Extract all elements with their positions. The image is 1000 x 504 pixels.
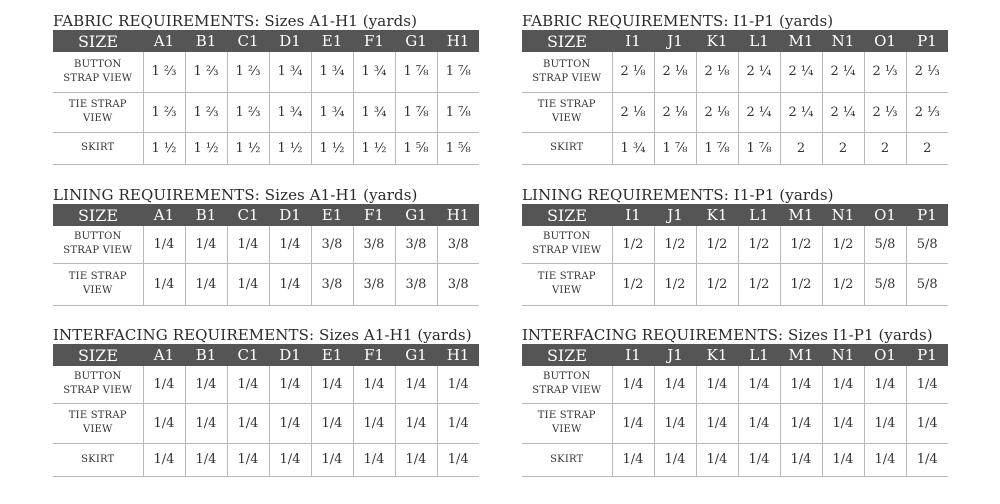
size-column-header: J1 [654, 30, 696, 52]
yardage-cell: 1/4 [395, 366, 437, 403]
size-column-header: A1 [143, 30, 185, 52]
size-column-header: C1 [227, 344, 269, 366]
yardage-cell: 1/4 [696, 443, 738, 476]
row-label [53, 263, 143, 305]
table-row [53, 263, 479, 305]
yardage-cell: 2 ¼ [780, 52, 822, 92]
yardage-cell: 1/4 [395, 443, 437, 476]
row-label [522, 403, 612, 443]
row-label-line: STRAP VIEW [532, 245, 602, 257]
table-row [53, 92, 479, 132]
size-column-header: F1 [353, 204, 395, 226]
table-title: LINING REQUIREMENTS: Sizes A1-H1 (yards) [53, 186, 418, 204]
table-title: FABRIC REQUIREMENTS: Sizes A1-H1 (yards) [53, 12, 418, 30]
size-header: SIZE [53, 204, 143, 226]
fabric-table-i1-p1 [522, 12, 948, 165]
yardage-cell: 1/4 [864, 443, 906, 476]
yardage-cell: 1 ½ [227, 132, 269, 164]
yardage-cell: 1 ½ [185, 132, 227, 164]
yardage-cell: 1/2 [822, 263, 864, 305]
row-label [53, 132, 143, 164]
row-label [522, 226, 612, 263]
yardage-cell: 1 ⅞ [738, 132, 780, 164]
size-column-header: N1 [822, 344, 864, 366]
yardage-cell: 1/4 [143, 226, 185, 263]
row-label-line: BUTTON [74, 231, 122, 243]
table-title: INTERFACING REQUIREMENTS: Sizes I1-P1 (yards) [522, 326, 933, 344]
size-column-header: A1 [143, 344, 185, 366]
yardage-cell: 1/4 [437, 366, 479, 403]
size-column-header: H1 [437, 344, 479, 366]
yardage-cell: 1/4 [269, 263, 311, 305]
yardage-cell: 1 ⅞ [395, 92, 437, 132]
yardage-cell: 1/4 [311, 403, 353, 443]
yardage-cell: 1/4 [822, 403, 864, 443]
yardage-cell: 1 ¾ [269, 92, 311, 132]
yardage-cell: 2 ¼ [738, 52, 780, 92]
requirements-table [522, 30, 948, 165]
size-column-header: K1 [696, 204, 738, 226]
row-label-line: VIEW [82, 424, 113, 435]
size-column-header: A1 [143, 204, 185, 226]
yardage-cell: 1 ⅞ [696, 132, 738, 164]
size-header: SIZE [522, 30, 612, 52]
yardage-cell: 1/4 [185, 366, 227, 403]
row-label [522, 132, 612, 164]
row-label-line: BUTTON [74, 58, 122, 70]
size-column-header: P1 [906, 204, 948, 226]
yardage-cell: 1/4 [143, 263, 185, 305]
yardage-cell: 2 ⅛ [612, 92, 654, 132]
yardage-cell: 1/4 [353, 403, 395, 443]
size-column-header: I1 [612, 344, 654, 366]
table-title: FABRIC REQUIREMENTS: I1-P1 (yards) [522, 12, 834, 30]
header-row [53, 344, 479, 366]
yardage-cell: 2 ¼ [822, 92, 864, 132]
yardage-cell: 1 ¾ [311, 92, 353, 132]
row-label-line: SKIRT [81, 142, 115, 153]
size-column-header: M1 [780, 344, 822, 366]
yardage-cell: 3/8 [437, 226, 479, 263]
yardage-cell: 1/2 [738, 263, 780, 305]
table-row [522, 443, 948, 476]
row-label [522, 52, 612, 92]
yardage-cell: 1/4 [185, 403, 227, 443]
yardage-cell: 1/4 [353, 366, 395, 403]
row-label [53, 403, 143, 443]
size-column-header: D1 [269, 30, 311, 52]
row-label [53, 92, 143, 132]
yardage-cell: 1 ⅔ [227, 92, 269, 132]
requirements-table [53, 344, 479, 477]
size-column-header: N1 [822, 204, 864, 226]
row-label-line: VIEW [82, 285, 113, 296]
yardage-cell: 1/4 [143, 366, 185, 403]
yardage-cell: 1/4 [227, 226, 269, 263]
header-row [53, 204, 479, 226]
yardage-cell: 1/4 [185, 263, 227, 305]
yardage-cell: 1/4 [864, 403, 906, 443]
yardage-cell: 1/4 [269, 366, 311, 403]
yardage-cell: 3/8 [311, 226, 353, 263]
row-label-line: BUTTON [74, 371, 122, 383]
row-label-line: SKIRT [550, 142, 584, 153]
yardage-cell: 1/4 [185, 226, 227, 263]
yardage-cell: 2 ¼ [780, 92, 822, 132]
row-label-line: TIE STRAP [68, 99, 127, 110]
row-label [53, 366, 143, 403]
table-row [522, 366, 948, 403]
yardage-cell: 1 ⅔ [185, 52, 227, 92]
size-column-header: G1 [395, 204, 437, 226]
yardage-cell: 1 ½ [269, 132, 311, 164]
yardage-cell: 1/4 [269, 403, 311, 443]
size-column-header: J1 [654, 204, 696, 226]
yardage-cell: 1/4 [395, 403, 437, 443]
requirements-table [522, 344, 948, 477]
yardage-cell: 1 ⅔ [185, 92, 227, 132]
size-column-header: P1 [906, 344, 948, 366]
size-column-header: C1 [227, 30, 269, 52]
yardage-cell: 1 ½ [353, 132, 395, 164]
size-column-header: O1 [864, 344, 906, 366]
requirements-table [522, 204, 948, 306]
yardage-cell: 1/4 [738, 366, 780, 403]
size-column-header: H1 [437, 30, 479, 52]
yardage-cell: 2 ⅛ [696, 52, 738, 92]
yardage-cell: 1/4 [780, 403, 822, 443]
size-column-header: O1 [864, 30, 906, 52]
lining-table-a1-h1 [53, 186, 479, 306]
row-label-line: TIE STRAP [68, 271, 127, 282]
size-header: SIZE [53, 344, 143, 366]
row-label [522, 366, 612, 403]
yardage-cell: 1/2 [780, 263, 822, 305]
yardage-cell: 5/8 [906, 263, 948, 305]
yardage-cell: 1/4 [143, 403, 185, 443]
yardage-cell: 1/4 [696, 403, 738, 443]
size-column-header: G1 [395, 30, 437, 52]
yardage-cell: 1/4 [311, 443, 353, 476]
row-label [53, 226, 143, 263]
size-column-header: C1 [227, 204, 269, 226]
size-column-header: L1 [738, 344, 780, 366]
yardage-cell: 1/4 [654, 443, 696, 476]
yardage-cell: 1/4 [864, 366, 906, 403]
row-label-line: TIE STRAP [537, 410, 596, 421]
row-label [522, 263, 612, 305]
table-row [53, 366, 479, 403]
size-column-header: D1 [269, 344, 311, 366]
yardage-cell: 1 ¾ [353, 52, 395, 92]
size-column-header: K1 [696, 30, 738, 52]
row-label [53, 52, 143, 92]
yardage-cell: 1/2 [780, 226, 822, 263]
requirements-table [53, 204, 479, 306]
yardage-cell: 1 ⅞ [437, 92, 479, 132]
row-label-line: STRAP VIEW [63, 385, 133, 397]
yardage-cell: 1/4 [185, 443, 227, 476]
yardage-cell: 1/4 [311, 366, 353, 403]
table-row [522, 132, 948, 164]
yardage-cell: 2 [822, 132, 864, 164]
yardage-cell: 1/4 [780, 443, 822, 476]
yardage-cell: 1 ⅝ [395, 132, 437, 164]
yardage-cell: 1 ⅞ [654, 132, 696, 164]
row-label [522, 92, 612, 132]
requirements-table [53, 30, 479, 165]
yardage-cell: 1/4 [227, 443, 269, 476]
yardage-cell: 1 ¾ [311, 52, 353, 92]
yardage-cell: 1/4 [654, 366, 696, 403]
yardage-cell: 3/8 [395, 263, 437, 305]
size-column-header: I1 [612, 204, 654, 226]
row-label-line: BUTTON [543, 58, 591, 70]
yardage-cell: 3/8 [353, 226, 395, 263]
yardage-cell: 1/2 [738, 226, 780, 263]
yardage-cell: 1/2 [612, 263, 654, 305]
yardage-cell: 2 ⅛ [696, 92, 738, 132]
size-column-header: F1 [353, 344, 395, 366]
size-column-header: J1 [654, 344, 696, 366]
yardage-cell: 1/4 [612, 443, 654, 476]
yardage-cell: 1/4 [227, 403, 269, 443]
row-label-line: TIE STRAP [68, 410, 127, 421]
yardage-cell: 2 ⅛ [654, 92, 696, 132]
yardage-cell: 1 ⅔ [143, 92, 185, 132]
yardage-cell: 5/8 [864, 226, 906, 263]
size-column-header: E1 [311, 204, 353, 226]
size-column-header: G1 [395, 344, 437, 366]
size-column-header: L1 [738, 30, 780, 52]
table-title: INTERFACING REQUIREMENTS: Sizes A1-H1 (yards) [53, 326, 472, 344]
size-column-header: L1 [738, 204, 780, 226]
yardage-cell: 5/8 [906, 226, 948, 263]
yardage-cell: 3/8 [437, 263, 479, 305]
size-column-header: B1 [185, 204, 227, 226]
size-column-header: I1 [612, 30, 654, 52]
yardage-cell: 2 [780, 132, 822, 164]
yardage-cell: 1/4 [906, 443, 948, 476]
yardage-cell: 1 ¾ [353, 92, 395, 132]
yardage-cell: 2 ⅓ [864, 92, 906, 132]
row-label-line: STRAP VIEW [532, 72, 602, 84]
size-header: SIZE [53, 30, 143, 52]
yardage-cell: 1/4 [227, 366, 269, 403]
yardage-cell: 1/4 [437, 443, 479, 476]
yardage-cell: 2 ⅛ [612, 52, 654, 92]
size-column-header: P1 [906, 30, 948, 52]
yardage-cell: 2 ⅛ [654, 52, 696, 92]
row-label-line: BUTTON [543, 371, 591, 383]
yardage-cell: 1 ¾ [269, 52, 311, 92]
yardage-cell: 1/4 [269, 226, 311, 263]
size-column-header: F1 [353, 30, 395, 52]
header-row [522, 344, 948, 366]
lining-table-i1-p1 [522, 186, 948, 306]
yardage-cell: 1/4 [822, 366, 864, 403]
size-column-header: B1 [185, 30, 227, 52]
table-row [522, 403, 948, 443]
size-column-header: M1 [780, 204, 822, 226]
size-column-header: E1 [311, 30, 353, 52]
yardage-cell: 3/8 [353, 263, 395, 305]
yardage-cell: 1/2 [654, 263, 696, 305]
yardage-cell: 1/4 [612, 403, 654, 443]
yardage-cell: 3/8 [311, 263, 353, 305]
interfacing-table-i1-p1 [522, 326, 948, 477]
yardage-cell: 1 ⅝ [437, 132, 479, 164]
size-column-header: E1 [311, 344, 353, 366]
yardage-cell: 1/2 [696, 226, 738, 263]
size-column-header: K1 [696, 344, 738, 366]
row-label-line: VIEW [82, 113, 113, 124]
size-header: SIZE [522, 344, 612, 366]
table-row [522, 263, 948, 305]
yardage-cell: 2 ¼ [738, 92, 780, 132]
row-label-line: VIEW [551, 113, 582, 124]
table-row [522, 52, 948, 92]
yardage-cell: 1/4 [654, 403, 696, 443]
row-label-line: STRAP VIEW [532, 385, 602, 397]
yardage-cell: 1/4 [906, 403, 948, 443]
size-column-header: H1 [437, 204, 479, 226]
fabric-table-a1-h1 [53, 12, 479, 165]
table-row [53, 403, 479, 443]
table-title: LINING REQUIREMENTS: I1-P1 (yards) [522, 186, 834, 204]
yardage-cell: 1/4 [437, 403, 479, 443]
table-row [53, 132, 479, 164]
table-row [522, 226, 948, 263]
row-label-line: TIE STRAP [537, 271, 596, 282]
yardage-cell: 1/4 [353, 443, 395, 476]
row-label-line: STRAP VIEW [63, 72, 133, 84]
yardage-cell: 1/4 [738, 403, 780, 443]
size-column-header: N1 [822, 30, 864, 52]
yardage-cell: 1/4 [227, 263, 269, 305]
yardage-cell: 5/8 [864, 263, 906, 305]
size-column-header: M1 [780, 30, 822, 52]
row-label-line: VIEW [551, 285, 582, 296]
table-row [53, 443, 479, 476]
table-row [53, 52, 479, 92]
yardage-cell: 1 ⅔ [143, 52, 185, 92]
row-label [53, 443, 143, 476]
header-row [53, 30, 479, 52]
yardage-cell: 1/4 [143, 443, 185, 476]
header-row [522, 30, 948, 52]
yardage-cell: 1/4 [696, 366, 738, 403]
size-column-header: O1 [864, 204, 906, 226]
yardage-cell: 1/4 [612, 366, 654, 403]
row-label-line: BUTTON [543, 231, 591, 243]
yardage-cell: 1/2 [822, 226, 864, 263]
yardage-cell: 1 ⅞ [437, 52, 479, 92]
row-label-line: STRAP VIEW [63, 245, 133, 257]
row-label-line: SKIRT [550, 453, 584, 465]
row-label [522, 443, 612, 476]
yardage-cell: 1 ¾ [612, 132, 654, 164]
row-label-line: SKIRT [81, 453, 115, 465]
yardage-cell: 1/2 [696, 263, 738, 305]
yardage-cell: 3/8 [395, 226, 437, 263]
interfacing-table-a1-h1 [53, 326, 479, 477]
size-column-header: D1 [269, 204, 311, 226]
yardage-cell: 1/2 [654, 226, 696, 263]
yardage-cell: 2 ⅓ [906, 52, 948, 92]
yardage-cell: 1/4 [738, 443, 780, 476]
yardage-cell: 2 [906, 132, 948, 164]
yardage-cell: 1/4 [822, 443, 864, 476]
header-row [522, 204, 948, 226]
row-label-line: TIE STRAP [537, 99, 596, 110]
yardage-cell: 1 ⅔ [227, 52, 269, 92]
table-row [53, 226, 479, 263]
yardage-cell: 1/2 [612, 226, 654, 263]
yardage-cell: 1 ½ [143, 132, 185, 164]
yardage-cell: 1 ½ [311, 132, 353, 164]
row-label-line: VIEW [551, 424, 582, 435]
yardage-cell: 1 ⅞ [395, 52, 437, 92]
table-row [522, 92, 948, 132]
yardage-cell: 2 ¼ [822, 52, 864, 92]
yardage-cell: 2 [864, 132, 906, 164]
yardage-cell: 1/4 [780, 366, 822, 403]
size-header: SIZE [522, 204, 612, 226]
yardage-cell: 1/4 [269, 443, 311, 476]
size-column-header: B1 [185, 344, 227, 366]
yardage-cell: 2 ⅓ [906, 92, 948, 132]
yardage-cell: 2 ⅓ [864, 52, 906, 92]
yardage-cell: 1/4 [906, 366, 948, 403]
